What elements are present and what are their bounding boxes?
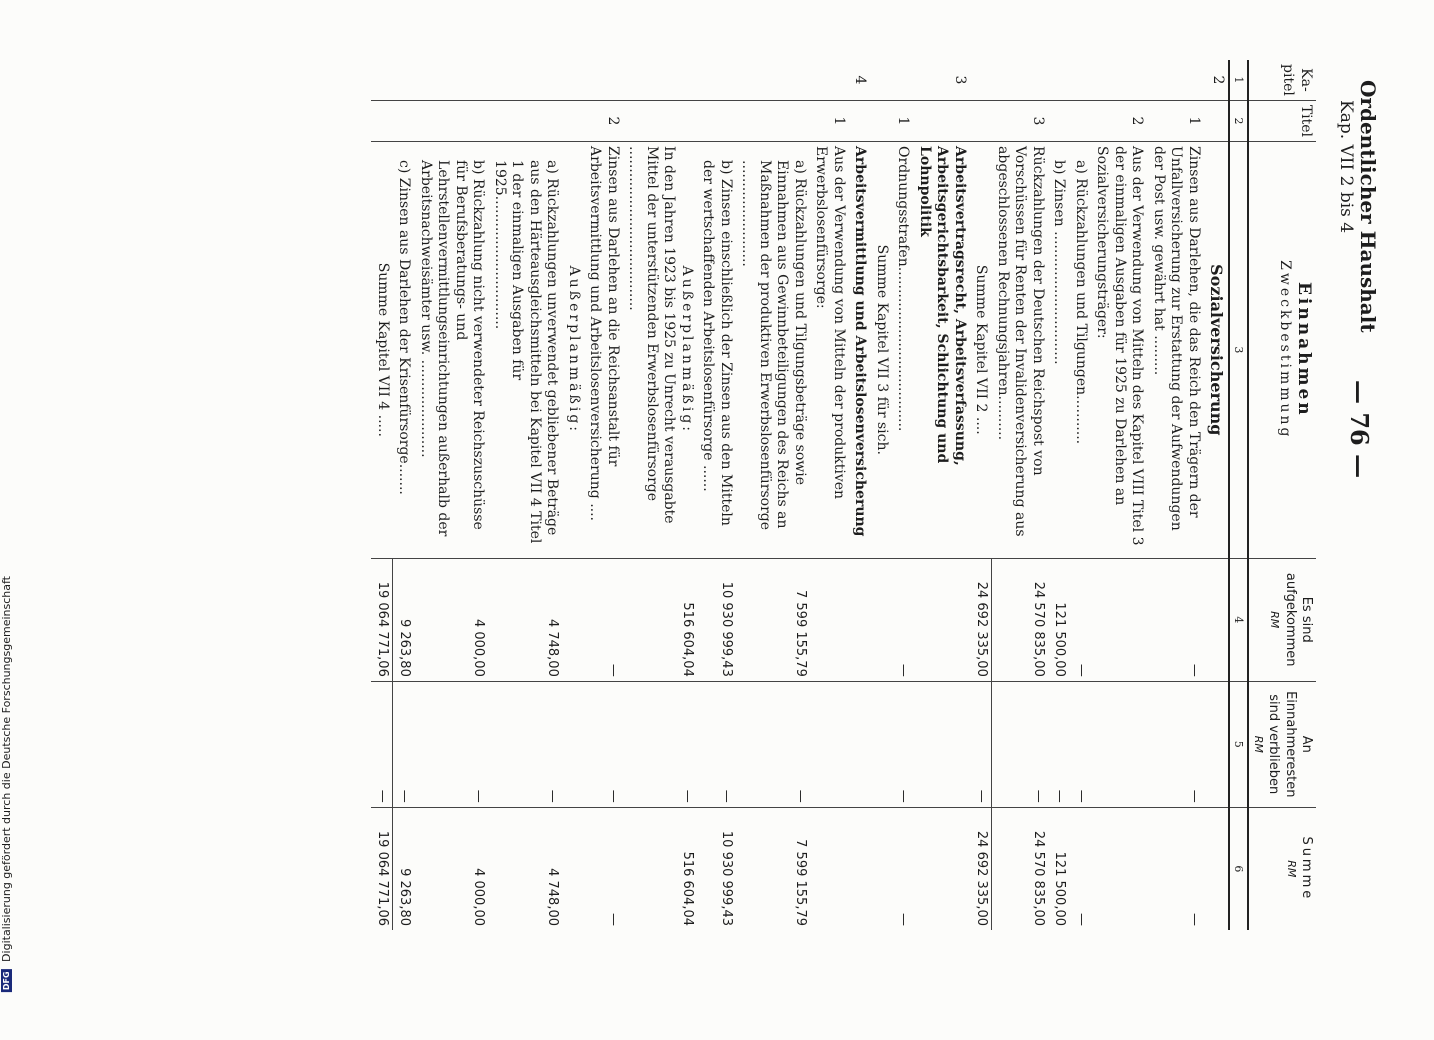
sum-label: Summe Kapitel VII 4 ..... [371, 142, 393, 559]
value-summe: 10 930 999,43 [718, 830, 734, 926]
col-summe [1249, 807, 1317, 930]
rotated-document-page [80, 40, 1380, 1040]
row-text: Zinsen aus Darlehen, die das Reich den Trägern der Unfallversicherung zur Erstattung der Aufwendungen der Post usw. gewährt hat ......... [1147, 142, 1204, 559]
col-number: 1 [1229, 60, 1249, 100]
aufgekommen-heading: Es sind aufgekommen [1282, 572, 1314, 667]
unit-label: RM [1252, 735, 1266, 753]
value-summe: 24 692 335,00 [970, 807, 992, 930]
page-title: Ordentlicher Haushalt [1356, 80, 1380, 333]
table-row [562, 60, 584, 930]
zweckbestimmung-heading: Zweckbestimmung [1276, 260, 1293, 440]
col-aufgekommen [1249, 558, 1317, 681]
kapitel-number: 4 [849, 60, 871, 100]
value-summe: 19 064 771,06 [371, 807, 393, 930]
section-title: Sozialversicherung [1204, 142, 1229, 559]
value-verblieben: — [991, 681, 1048, 807]
value-aufgekommen: 24 570 835,00 [991, 558, 1048, 681]
einnahmen-heading: Einnahmen [1294, 281, 1314, 418]
value-summe: 4 748,00 [545, 868, 561, 926]
sum-label: Summe Kapitel VII 2 .... [970, 142, 992, 559]
value-aufgekommen: 4 000,00 [414, 558, 488, 681]
titel-number: 2 [1091, 100, 1148, 141]
titel-number: 1 [1147, 100, 1204, 141]
table-row [892, 60, 914, 930]
page-number: — 76 — [1345, 380, 1374, 479]
row-text: b) Zinsen .............................. [1048, 142, 1070, 559]
row-text: c) Zinsen aus Darlehen der Krisenfürsorge....... [393, 142, 415, 559]
dfg-logo: DFG [2, 971, 11, 990]
table-row [810, 60, 849, 930]
value-verblieben: — [1069, 681, 1091, 807]
value-aufgekommen: — [1069, 558, 1091, 681]
value-verblieben: — [414, 681, 488, 807]
sum-row [970, 60, 992, 930]
value-verblieben: — [488, 681, 562, 807]
value-aufgekommen: — [892, 558, 914, 681]
section-title: Arbeitsvermittlung und Arbeitslosenversicherung [849, 142, 871, 559]
value-verblieben: — [393, 681, 415, 807]
value-aufgekommen: — [1147, 558, 1204, 681]
col-verblieben [1249, 681, 1317, 807]
value-aufgekommen: 19 064 771,06 [371, 558, 393, 681]
value-verblieben: — [1147, 681, 1204, 807]
table-row [913, 60, 970, 930]
row-text: b) Rückzahlung nicht verwendeter Reichszuschüsse für Berufsberatungs- und Lehrstellenvermittlungseinrichtungen außerhalb der Arbeitsnachweisämter usw. ...................... [414, 142, 488, 559]
table-row [991, 60, 1048, 930]
value-summe: — [605, 913, 621, 926]
credit-text: Digitalisierung gefördert durch die Deutsche Forschungsgemeinschaft [0, 575, 13, 962]
row-text: Ordnungsstrafen..................................... [892, 142, 914, 559]
value-verblieben: — [371, 681, 393, 807]
unit-label: RM [1268, 611, 1282, 629]
value-aufgekommen: 4 748,00 [488, 558, 562, 681]
page-subtitle: Kap. VII 2 bis 4 [1336, 100, 1356, 234]
subheading: Außerplanmäßig: [562, 142, 584, 559]
titel-number: 1 [810, 100, 849, 141]
value-summe: — [896, 913, 912, 926]
value-verblieben: — [584, 681, 623, 807]
col-titel: Titel [1249, 100, 1317, 141]
value-aufgekommen: 24 692 335,00 [970, 558, 992, 681]
row-text: a) Rückzahlungen und Tilgungsbeträge sowie Einnahmen aus Gewinnbeteiligungen des Reichs an Maßnahmen der produktiven Erwerbslosenfürsorge ........................ [736, 142, 810, 559]
table-row [1147, 60, 1204, 930]
value-summe: 9 263,80 [397, 868, 413, 926]
table-row [1069, 60, 1091, 930]
row-text: Rückzahlungen der Deutschen Reichspost von Vorschüssen für Renten der Invalidenversicherung aus abgeschlossenen Rechnungsjahren.......... [991, 142, 1048, 559]
value-aufgekommen: — [584, 558, 623, 681]
col-einnahmen [1249, 142, 1317, 559]
col-number: 6 [1229, 807, 1249, 930]
row-text [623, 142, 697, 559]
row-text: a) Rückzahlungen und Tilgungen........... [1069, 142, 1091, 559]
table-row [488, 60, 562, 930]
col-number: 4 [1229, 558, 1249, 681]
value-verblieben: — [1048, 681, 1070, 807]
table-row [584, 60, 623, 930]
value-aufgekommen: 516 604,04 [623, 558, 697, 681]
value-aufgekommen: 10 930 999,43 [697, 558, 736, 681]
col-number: 3 [1229, 142, 1249, 559]
verblieben-heading: An Einnahmeresten sind verblieben [1266, 691, 1314, 798]
table-row [1091, 60, 1148, 930]
value-verblieben: — [892, 681, 914, 807]
table-row [1204, 60, 1229, 930]
sum-row [371, 60, 393, 930]
col-number: 5 [1229, 681, 1249, 807]
row-text: Aus der Verwendung von Mitteln der produktiven Erwerbslosenfürsorge: [810, 142, 849, 559]
table-row [1048, 60, 1070, 930]
table-row [393, 60, 415, 930]
budget-table [371, 60, 1316, 930]
row-text: Zinsen aus Darlehen an die Reichsanstalt für Arbeitsvermittlung und Arbeitslosenversicherung .... [584, 142, 623, 559]
value-verblieben: — [736, 681, 810, 807]
value-aufgekommen: 7 599 155,79 [736, 558, 810, 681]
table-row [697, 60, 736, 930]
sum-row [870, 60, 892, 930]
section-title: Arbeitsvertragsrecht, Arbeitsverfassung, Arbeitsgerichtsbarkeit, Schlichtung und Lohnpolitik [913, 142, 970, 559]
value-summe: — [1186, 913, 1202, 926]
kapitel-number: 2 [1204, 60, 1229, 100]
col-kapitel: Ka-pitel [1249, 60, 1317, 100]
titel-number: 1 [892, 100, 914, 141]
row-text: Aus der Verwendung von Mitteln des Kapitel VIII Titel 3 der einmaligen Ausgaben für 1925 zu Darlehen an Sozialversicherungsträger: [1091, 142, 1148, 559]
value-summe: 7 599 155,79 [792, 839, 808, 926]
col-number: 2 [1229, 100, 1249, 141]
titel-number: 2 [584, 100, 623, 141]
value-aufgekommen: 121 500,00 [1048, 558, 1070, 681]
value-aufgekommen: 9 263,80 [393, 558, 415, 681]
value-summe: 4 000,00 [471, 868, 487, 926]
value-verblieben: — [970, 681, 992, 807]
value-summe: 24 570 835,00 [1030, 830, 1046, 926]
table-row [849, 60, 871, 930]
table-row [414, 60, 488, 930]
digitization-credit [0, 576, 13, 992]
value-verblieben: — [623, 681, 697, 807]
titel-number: 3 [991, 100, 1048, 141]
row-text-body: In den Jahren 1923 bis 1925 zu Unrecht verausgabte Mittel der unterstützenden Erwerbslosenfürsorge ..................................... [626, 146, 678, 524]
value-summe: 121 500,00 [1052, 851, 1068, 926]
sum-label: Summe Kapitel VII 3 für sich. [870, 142, 892, 559]
value-summe: — [1073, 913, 1089, 926]
value-verblieben: — [697, 681, 736, 807]
table-row [623, 60, 697, 930]
row-text: b) Zinsen einschließlich der Zinsen aus den Mitteln der wertschaffenden Arbeitslosenfürsorge ...... [697, 142, 736, 559]
unit-label: RM [1284, 860, 1298, 878]
row-text: a) Rückzahlungen unverwendet gebliebener Beträge aus den Härteausgleichsmitteln bei Kapitel VII 4 Titel 1 der einmaligen Ausgaben für 1925.............................. [488, 142, 562, 559]
summe-heading: Summe [1299, 836, 1314, 902]
subheading: Außerplanmäßig: [678, 265, 695, 434]
table-row [736, 60, 810, 930]
value-summe: 516 604,04 [679, 851, 695, 926]
kapitel-number: 3 [913, 60, 970, 100]
